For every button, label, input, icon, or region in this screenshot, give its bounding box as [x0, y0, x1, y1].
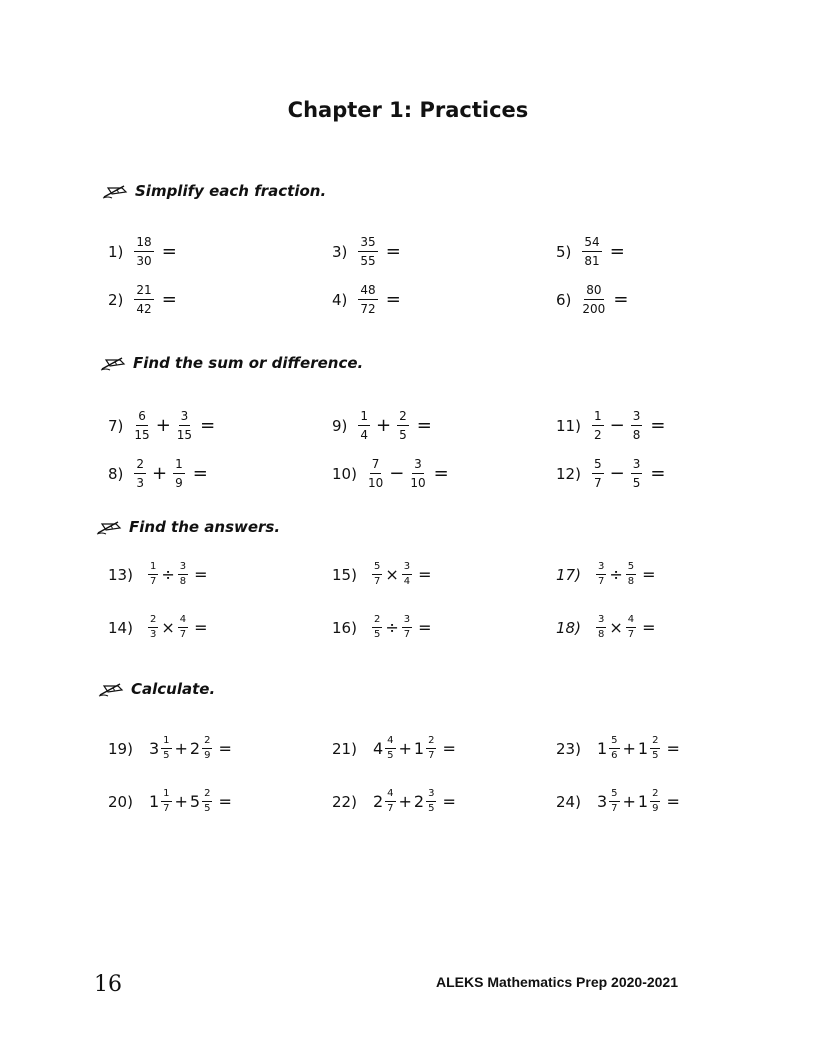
problem-1: [108, 236, 177, 267]
fraction: [161, 736, 171, 761]
section-heading-sum-difference: [100, 354, 363, 372]
fraction: [609, 736, 619, 761]
section-heading-text: Calculate.: [131, 680, 216, 698]
denominator: 7: [611, 803, 618, 814]
numerator: 4: [385, 789, 395, 802]
fraction: [178, 615, 188, 640]
denominator: 2: [593, 428, 602, 442]
operator: ÷: [161, 565, 175, 584]
problem-number: 9): [332, 416, 348, 435]
numerator: 3: [178, 562, 188, 575]
denominator: 7: [593, 476, 602, 490]
operator: ÷: [385, 618, 399, 637]
denominator: 7: [403, 629, 411, 640]
denominator: 7: [179, 629, 187, 640]
numerator: 6: [136, 410, 148, 426]
denominator: 5: [204, 803, 211, 814]
operator: +: [622, 739, 636, 758]
numerator: 5: [609, 789, 619, 802]
problem-11: [556, 410, 665, 441]
fraction: [358, 284, 377, 315]
denominator: 9: [204, 750, 211, 761]
equals-sign: =: [442, 792, 456, 811]
pencil-writing-icon: [98, 680, 124, 698]
operator: ×: [385, 565, 399, 584]
numerator: 5: [626, 562, 636, 575]
operator: +: [398, 739, 412, 758]
problem-number: 16): [332, 618, 357, 637]
problem-number: 4): [332, 290, 348, 309]
fraction: [148, 562, 158, 587]
equals-sign: =: [613, 289, 629, 310]
equals-sign: =: [418, 618, 432, 637]
denominator: 7: [428, 750, 435, 761]
numerator: 2: [650, 789, 660, 802]
problem-2: [108, 284, 177, 315]
numerator: 2: [148, 615, 158, 628]
fraction: [631, 458, 643, 489]
fraction: [650, 789, 660, 814]
denominator: 5: [387, 750, 394, 761]
numerator: 2: [202, 789, 212, 802]
numerator: 3: [402, 562, 412, 575]
problem-number: 7): [108, 416, 124, 435]
problem-8: [108, 458, 208, 489]
problem-14: [108, 615, 208, 640]
numerator: 54: [582, 236, 601, 252]
problem-19: [108, 736, 232, 761]
problem-number: 23): [556, 739, 581, 758]
equals-sign: =: [385, 289, 401, 310]
numerator: 2: [397, 410, 409, 426]
denominator: 72: [360, 302, 376, 316]
denominator: 7: [597, 576, 605, 587]
problem-24: [556, 789, 680, 814]
fraction: [372, 615, 382, 640]
problem-number: 8): [108, 464, 124, 483]
page-number: 16: [94, 972, 122, 997]
equals-sign: =: [218, 739, 232, 758]
fraction: [397, 410, 409, 441]
problem-4: [332, 284, 401, 315]
numerator: 1: [161, 736, 171, 749]
whole-number: 1: [413, 739, 425, 758]
problem-number: 22): [332, 792, 357, 811]
equals-sign: =: [442, 739, 456, 758]
whole-number: 2: [189, 739, 201, 758]
section-heading-simplify: [102, 182, 326, 200]
problem-number: 15): [332, 565, 357, 584]
numerator: 48: [358, 284, 377, 300]
denominator: 7: [627, 629, 635, 640]
fraction: [631, 410, 643, 441]
denominator: 30: [136, 254, 152, 268]
denominator: 5: [373, 629, 381, 640]
problem-number: 3): [332, 242, 348, 261]
numerator: 1: [148, 562, 158, 575]
numerator: 5: [372, 562, 382, 575]
problem-number: 2): [108, 290, 124, 309]
problem-number: 6): [556, 290, 572, 309]
fraction: [626, 615, 636, 640]
fraction: [410, 458, 425, 489]
problem-18: [556, 615, 656, 640]
problem-13: [108, 562, 208, 587]
whole-number: 1: [148, 792, 160, 811]
fraction: [596, 615, 606, 640]
numerator: 2: [202, 736, 212, 749]
numerator: 2: [650, 736, 660, 749]
denominator: 42: [136, 302, 152, 316]
equals-sign: =: [609, 241, 625, 262]
denominator: 15: [176, 428, 193, 442]
fraction: [358, 236, 377, 267]
problem-3: [332, 236, 401, 267]
problem-number: 24): [556, 792, 581, 811]
problem-21: [332, 736, 456, 761]
denominator: 10: [367, 476, 384, 490]
numerator: 7: [370, 458, 382, 474]
numerator: 80: [584, 284, 603, 300]
whole-number: 1: [596, 739, 608, 758]
fraction: [592, 410, 604, 441]
operator: +: [174, 792, 188, 811]
denominator: 6: [611, 750, 618, 761]
operator: −: [609, 415, 625, 436]
fraction: [402, 562, 412, 587]
fraction: [134, 410, 149, 441]
denominator: 8: [627, 576, 635, 587]
section-heading-calculate: [98, 680, 215, 698]
equals-sign: =: [416, 415, 432, 436]
pencil-writing-icon: [96, 518, 122, 536]
fraction: [582, 236, 601, 267]
fraction: [650, 736, 660, 761]
equals-sign: =: [385, 241, 401, 262]
numerator: 4: [626, 615, 636, 628]
book-title-footer: ALEKS Mathematics Prep 2020-2021: [436, 974, 678, 990]
numerator: 1: [592, 410, 604, 426]
fraction: [148, 615, 158, 640]
fraction: [161, 789, 171, 814]
fraction: [385, 789, 395, 814]
numerator: 3: [402, 615, 412, 628]
equals-sign: =: [642, 618, 656, 637]
operator: +: [174, 739, 188, 758]
page-title: Chapter 1: Practices: [287, 98, 529, 122]
numerator: 2: [134, 458, 146, 474]
denominator: 5: [652, 750, 659, 761]
operator: ÷: [609, 565, 623, 584]
denominator: 9: [175, 476, 183, 490]
numerator: 21: [134, 284, 153, 300]
problem-number: 13): [108, 565, 133, 584]
numerator: 35: [358, 236, 377, 252]
denominator: 4: [360, 428, 369, 442]
fraction: [402, 615, 412, 640]
denominator: 7: [387, 803, 394, 814]
whole-number: 1: [637, 739, 649, 758]
equals-sign: =: [433, 463, 449, 484]
equals-sign: =: [650, 463, 666, 484]
problem-9: [332, 410, 432, 441]
problem-6: [556, 284, 628, 315]
numerator: 3: [596, 615, 606, 628]
section-heading-text: Find the answers.: [129, 518, 281, 536]
fraction: [582, 284, 605, 315]
whole-number: 4: [372, 739, 384, 758]
numerator: 3: [631, 410, 643, 426]
denominator: 4: [403, 576, 411, 587]
equals-sign: =: [642, 565, 656, 584]
numerator: 4: [178, 615, 188, 628]
denominator: 200: [582, 302, 606, 316]
numerator: 3: [412, 458, 424, 474]
equals-sign: =: [666, 739, 680, 758]
problem-number: 18): [556, 618, 581, 637]
numerator: 18: [134, 236, 153, 252]
numerator: 3: [596, 562, 606, 575]
problem-number: 10): [332, 464, 357, 483]
section-heading-text: Find the sum or difference.: [133, 354, 364, 372]
section-heading-answers: [96, 518, 280, 536]
numerator: 5: [592, 458, 604, 474]
problem-number: 19): [108, 739, 133, 758]
denominator: 81: [584, 254, 600, 268]
problem-16: [332, 615, 432, 640]
equals-sign: =: [192, 463, 208, 484]
problem-number: 17): [556, 565, 581, 584]
numerator: 3: [179, 410, 191, 426]
equals-sign: =: [200, 415, 216, 436]
numerator: 2: [372, 615, 382, 628]
whole-number: 5: [189, 792, 201, 811]
equals-sign: =: [666, 792, 680, 811]
problem-number: 1): [108, 242, 124, 261]
numerator: 5: [609, 736, 619, 749]
problem-number: 20): [108, 792, 133, 811]
fraction: [134, 284, 153, 315]
fraction: [609, 789, 619, 814]
fraction: [592, 458, 604, 489]
problem-20: [108, 789, 232, 814]
fraction: [178, 562, 188, 587]
denominator: 9: [652, 803, 659, 814]
whole-number: 3: [148, 739, 160, 758]
equals-sign: =: [161, 241, 177, 262]
problem-12: [556, 458, 665, 489]
problem-10: [332, 458, 449, 489]
denominator: 7: [163, 803, 170, 814]
fraction: [202, 789, 212, 814]
equals-sign: =: [418, 565, 432, 584]
numerator: 4: [385, 736, 395, 749]
numerator: 3: [631, 458, 643, 474]
problem-22: [332, 789, 456, 814]
operator: +: [152, 463, 168, 484]
section-heading-text: Simplify each fraction.: [135, 182, 327, 200]
denominator: 3: [136, 476, 145, 490]
equals-sign: =: [218, 792, 232, 811]
denominator: 5: [428, 803, 435, 814]
denominator: 3: [149, 629, 157, 640]
denominator: 7: [149, 576, 157, 587]
fraction: [385, 736, 395, 761]
fraction: [358, 410, 370, 441]
problem-5: [556, 236, 625, 267]
operator: −: [609, 463, 625, 484]
problem-number: 11): [556, 416, 581, 435]
operator: ×: [161, 618, 175, 637]
operator: +: [376, 415, 392, 436]
whole-number: 1: [637, 792, 649, 811]
numerator: 1: [173, 458, 185, 474]
whole-number: 2: [413, 792, 425, 811]
operator: ×: [609, 618, 623, 637]
denominator: 8: [632, 428, 641, 442]
pencil-writing-icon: [102, 182, 128, 200]
fraction: [134, 236, 153, 267]
denominator: 10: [410, 476, 426, 490]
problem-number: 12): [556, 464, 581, 483]
problem-number: 5): [556, 242, 572, 261]
numerator: 3: [426, 789, 436, 802]
problem-17: [556, 562, 656, 587]
equals-sign: =: [161, 289, 177, 310]
denominator: 8: [179, 576, 187, 587]
fraction: [177, 410, 192, 441]
equals-sign: =: [194, 618, 208, 637]
numerator: 1: [358, 410, 370, 426]
denominator: 7: [373, 576, 381, 587]
fraction: [626, 562, 636, 587]
operator: +: [622, 792, 636, 811]
operator: +: [155, 415, 171, 436]
denominator: 5: [163, 750, 170, 761]
operator: −: [389, 463, 405, 484]
problem-7: [108, 410, 215, 441]
fraction: [426, 736, 436, 761]
operator: +: [398, 792, 412, 811]
fraction: [426, 789, 436, 814]
problem-23: [556, 736, 680, 761]
fraction: [134, 458, 146, 489]
denominator: 15: [134, 428, 150, 442]
fraction: [596, 562, 606, 587]
fraction: [372, 562, 382, 587]
fraction: [173, 458, 185, 489]
fraction: [368, 458, 383, 489]
problem-number: 14): [108, 618, 133, 637]
whole-number: 2: [372, 792, 384, 811]
numerator: 2: [426, 736, 436, 749]
denominator: 8: [597, 629, 605, 640]
equals-sign: =: [194, 565, 208, 584]
numerator: 1: [161, 789, 171, 802]
denominator: 5: [399, 428, 407, 442]
problem-15: [332, 562, 432, 587]
problem-number: 21): [332, 739, 357, 758]
pencil-writing-icon: [100, 354, 126, 372]
fraction: [202, 736, 212, 761]
equals-sign: =: [650, 415, 666, 436]
whole-number: 3: [596, 792, 608, 811]
denominator: 55: [360, 254, 376, 268]
denominator: 5: [632, 476, 641, 490]
